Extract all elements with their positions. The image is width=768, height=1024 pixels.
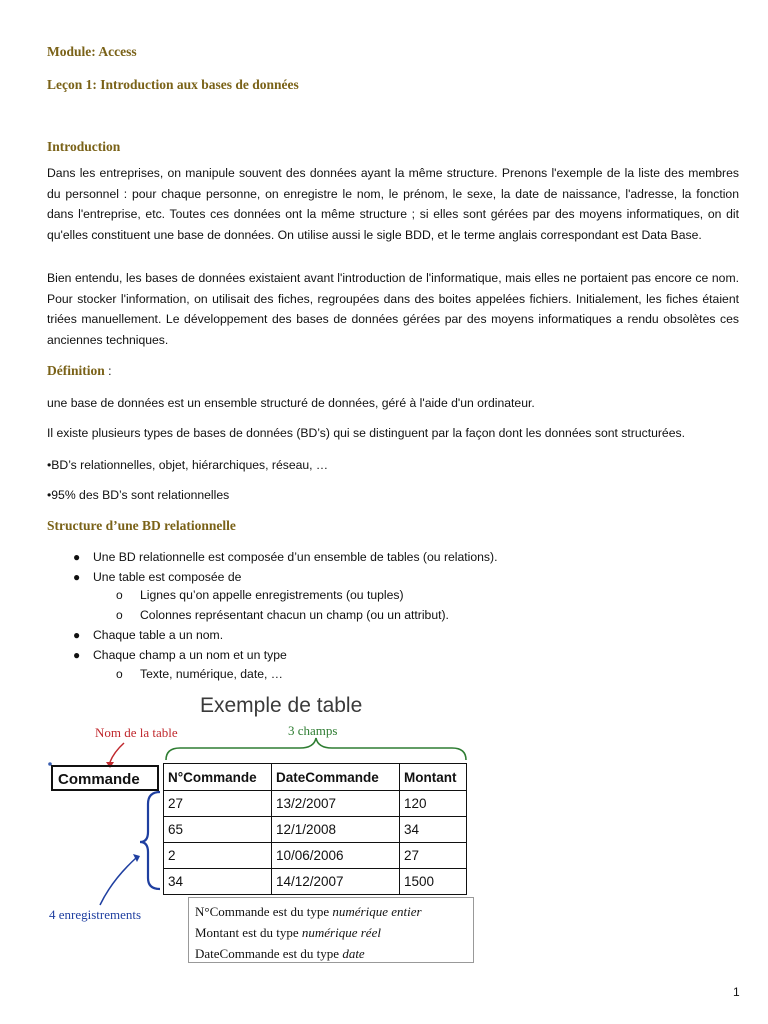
- bullet-dot: ●: [73, 648, 81, 662]
- records-annotation: 4 enregistrements: [49, 907, 142, 922]
- list-item-text: Lignes qu’on appelle enregistrements (ou tuples): [140, 588, 404, 602]
- table-row: [164, 791, 467, 817]
- table-cell: 12/1/2008: [272, 817, 400, 843]
- introduction-paragraph-1: Dans les entreprises, on manipule souvent des données ayant la même structure. Prenons l'exemple de la liste des membres du personnel : pour chaque personne, on enregistre le nom, le prénom, le sexe, la date de naissance, l'adresse, la fonction dans l'entreprise, etc. Toutes ces données ont la même structure ; si elles sont gérées par des moyens informatiques, on dit qu'elles constituent une base de données. On utilise aussi le sigle BDD, et le terme anglais correspondant est Data Base.: [47, 166, 739, 243]
- definition-line-1: une base de données est un ensemble structuré de données, géré à l'aide d'un ordinateur.: [47, 396, 535, 410]
- type-line: [195, 922, 467, 943]
- list-item-text: Texte, numérique, date, …: [140, 667, 283, 681]
- table-header-row: [164, 764, 467, 791]
- table-cell: 27: [400, 843, 467, 869]
- column-header: Montant: [400, 764, 467, 791]
- column-header: N°Commande: [164, 764, 272, 791]
- module-title: Module: Access: [47, 44, 137, 59]
- figure-title: Exemple de table: [200, 694, 363, 717]
- table-cell: 34: [164, 869, 272, 895]
- bullet-circle: o: [116, 608, 123, 622]
- bullet-circle: o: [116, 667, 123, 681]
- list-item-text: Chaque champ a un nom et un type: [93, 648, 287, 662]
- table-cell: 27: [164, 791, 272, 817]
- type-text: DateCommande est du type: [195, 946, 343, 961]
- lesson-title: Leçon 1: Introduction aux bases de données: [47, 77, 299, 92]
- table-cell: 2: [164, 843, 272, 869]
- table-cell: 1500: [400, 869, 467, 895]
- definition-line-3: •BD’s relationnelles, objet, hiérarchiques, réseau, …: [47, 458, 329, 472]
- table-row: [164, 817, 467, 843]
- introduction-paragraph-2: Bien entendu, les bases de données existaient avant l'introduction de l'informatique, mais elles ne portaient pas encore ce nom. Pour stocker l'information, on utilisait des fiches, regroupées dans des boites appelées fichiers. Initialement, les fiches étaient triées manuellement. Le développement des bases de données gérées par des moyens informatiques a rendu obsolètes ces anciennes techniques.: [47, 271, 739, 348]
- type-text: Montant est du type: [195, 925, 302, 940]
- table-name-annotation: Nom de la table: [95, 725, 178, 740]
- table-cell: 14/12/2007: [272, 869, 400, 895]
- bullet-dot: ●: [73, 628, 81, 642]
- fields-annotation: 3 champs: [288, 723, 338, 738]
- column-header: DateCommande: [272, 764, 400, 791]
- structure-heading: Structure d’une BD relationnelle: [47, 518, 236, 533]
- page-number: 1: [733, 985, 740, 999]
- table-cell: 10/06/2006: [272, 843, 400, 869]
- definition-heading-text: Définition: [47, 363, 105, 378]
- records-arrow: [100, 858, 136, 905]
- list-item-text: Une table est composée de: [93, 570, 242, 584]
- type-line: [195, 943, 467, 964]
- table-cell: 13/2/2007: [272, 791, 400, 817]
- fields-brace: [166, 738, 466, 760]
- list-item-text: Chaque table a un nom.: [93, 628, 224, 642]
- records-brace: [140, 792, 160, 889]
- example-table: [163, 763, 467, 895]
- definition-line-4: •95% des BD’s sont relationnelles: [47, 488, 230, 502]
- type-value: numérique réel: [301, 925, 381, 940]
- table-cell: 120: [400, 791, 467, 817]
- table-cell: 65: [164, 817, 272, 843]
- definition-colon: :: [104, 364, 112, 378]
- bullet-circle: o: [116, 588, 123, 602]
- list-item-text: Une BD relationnelle est composée d’un ensemble de tables (ou relations).: [93, 550, 498, 564]
- definition-line-2: Il existe plusieurs types de bases de données (BD’s) qui se distinguent par la façon dont les données sont structurées.: [47, 426, 685, 440]
- table-name-box: Commande: [51, 765, 159, 791]
- type-value: numérique entier: [332, 904, 422, 919]
- table-cell: 34: [400, 817, 467, 843]
- bullet-dot: ●: [73, 550, 81, 564]
- field-types-box: [188, 897, 474, 963]
- type-line: [195, 901, 467, 922]
- list-item-text: Colonnes représentant chacun un champ (ou un attribut).: [140, 608, 449, 622]
- table-row: [164, 843, 467, 869]
- table-name-arrow: [110, 743, 124, 762]
- table-row: [164, 869, 467, 895]
- type-value: date: [342, 946, 365, 961]
- introduction-heading: Introduction: [47, 139, 121, 154]
- type-text: N°Commande est du type: [195, 904, 333, 919]
- bullet-dot: ●: [73, 570, 81, 584]
